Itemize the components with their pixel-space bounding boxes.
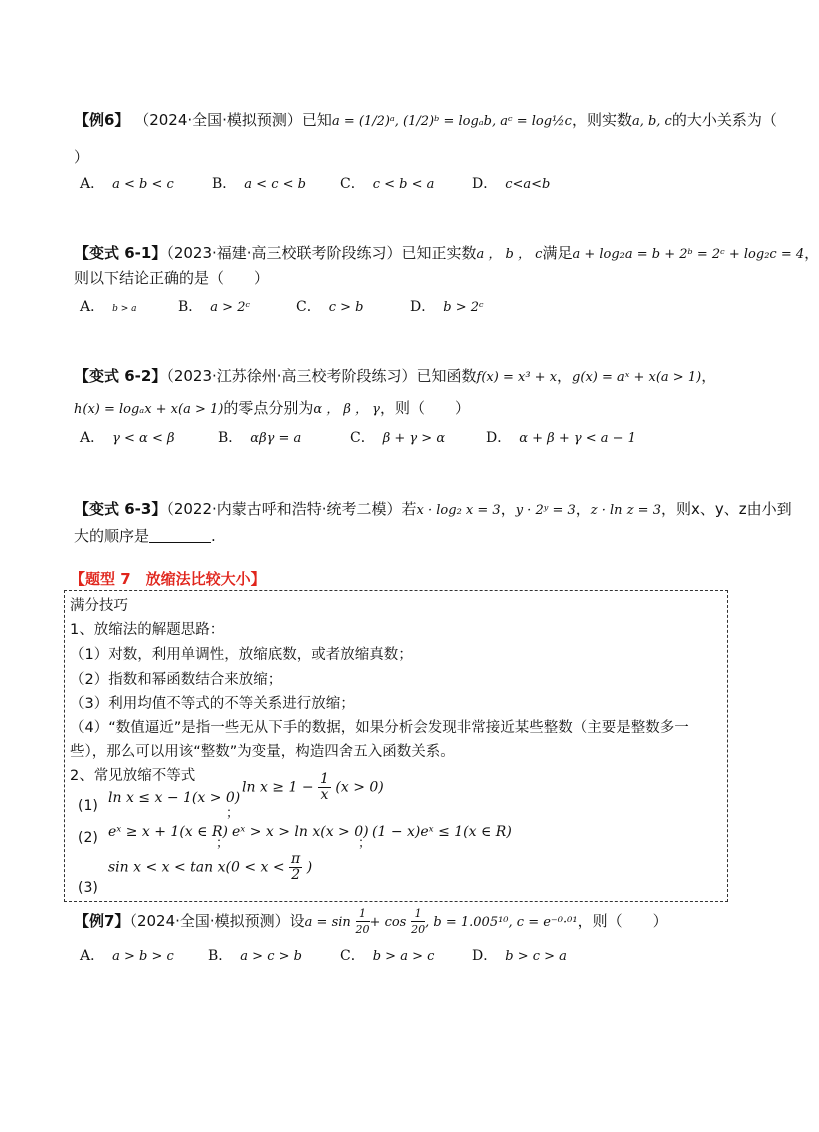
- variant-6-2-label: 【变式 6-2】: [74, 367, 167, 385]
- example-7-frac-1-den: 20: [355, 923, 370, 936]
- example-7-formula-post: , b = 1.005¹⁰, c = e⁻⁰·⁰¹: [425, 915, 578, 930]
- variant-6-2-option-b[interactable]: B． αβγ = a: [218, 430, 302, 446]
- formula-2-a: eˣ ≥ x + 1(x ∈ R): [108, 824, 228, 840]
- example-7-frac-2: [411, 906, 425, 937]
- variant-6-2-option-d[interactable]: D． α + β + γ < a − 1: [486, 430, 636, 446]
- example-6-formula: a = (1/2)ᵃ, (1/2)ᵇ = logₐb, aᶜ = log½c: [331, 114, 572, 129]
- variant-6-1-mid: 满足: [542, 244, 573, 262]
- variant-6-2-sep2: ，: [701, 367, 717, 385]
- example-7-option-c[interactable]: C． b > a > c: [340, 948, 435, 964]
- example-6-option-c[interactable]: C． c < b < a: [340, 176, 435, 192]
- variant-6-3-question: 【变式 6-3】（2022·内蒙古呼和浩特·统考二模）若x · log₂ x = 3，y · 2ʸ = 3，z · ln z = 3，则x、y、z由小到: [74, 500, 792, 518]
- tips-heading-2: 2、常见放缩不等式: [70, 768, 196, 784]
- example-6-after: ，则实数: [571, 111, 632, 129]
- variant-6-3-source: （2022·内蒙古呼和浩特·统考二模）若: [166, 500, 417, 518]
- variant-6-3-end: .: [211, 527, 216, 545]
- formula-1-b-fraction: [318, 772, 331, 803]
- variant-6-1-source: （2023·福建·高三校联考阶段练习）已知正实数: [166, 244, 477, 262]
- variant-6-1-comma: ，: [804, 244, 819, 262]
- formula-1-a: ln x ≤ x − 1(x > 0): [108, 790, 241, 806]
- variant-6-2-question: [74, 366, 716, 388]
- formula-2-c: (1 − x)eˣ ≤ 1(x ∈ R): [372, 824, 512, 840]
- formula-3-label: (3): [78, 880, 98, 896]
- variant-6-2-zeros-text: 的零点分别为: [223, 399, 314, 417]
- example-6-tail: 的大小关系为（: [671, 111, 777, 129]
- formula-1-label: (1): [78, 798, 98, 814]
- example-7-option-a[interactable]: A． a > b > c: [80, 948, 174, 964]
- tips-item-3: （3）利用均值不等式的不等关系进行放缩；: [70, 696, 355, 712]
- example-7-frac-1: [356, 906, 370, 937]
- example-7-formula-pre: a = sin: [304, 915, 351, 930]
- example-6-vars: a, b, c: [631, 114, 672, 129]
- tips-item-1: （1）对数，利用单调性，放缩底数，或者放缩真数；: [70, 647, 413, 663]
- formula-2-sep1: ；: [216, 836, 230, 851]
- variant-6-3-tail: ，则x、y、z由小到: [660, 500, 792, 518]
- variant-6-1-option-a[interactable]: A． b > a: [80, 299, 137, 315]
- variant-6-3-line2-text: 大的顺序是: [74, 527, 150, 545]
- formula-2-b: eˣ > x > ln x(x > 0): [232, 824, 369, 840]
- variant-6-1-option-c[interactable]: C． c > b: [296, 299, 364, 315]
- formula-3-den: 2: [291, 867, 301, 883]
- formula-3-num: π: [291, 851, 301, 867]
- example-6-option-a[interactable]: A． a < b < c: [80, 176, 174, 192]
- example-6-option-b[interactable]: B． a < c < b: [212, 176, 306, 192]
- example-6-label: 【例6】: [74, 111, 130, 129]
- example-7-frac-2-den: 20: [411, 923, 426, 936]
- formula-3-pre: sin x < x < tan x(0 < x <: [108, 859, 285, 876]
- variant-6-3-eq3: z · ln z = 3: [590, 503, 661, 518]
- formula-2-sep2: ；: [358, 836, 372, 851]
- example-7-option-d[interactable]: D． b > c > a: [472, 948, 567, 964]
- example-7-option-b[interactable]: B． a > c > b: [208, 948, 302, 964]
- example-7-tail: ，则（ ）: [577, 912, 668, 930]
- variant-6-1-option-d[interactable]: D． b > 2ᶜ: [410, 299, 484, 315]
- formula-3: [108, 852, 312, 883]
- example-6-question: [74, 110, 777, 132]
- variant-6-1-formula: a + log₂a = b + 2ᵇ = 2ᶜ + log₂c = 4: [572, 247, 805, 262]
- variant-6-2-f: f(x) = x³ + x: [476, 370, 558, 385]
- variant-6-3-eq1: x · log₂ x = 3: [416, 503, 501, 518]
- variant-6-1-question: [74, 243, 819, 265]
- variant-6-2-source: （2023·江苏徐州·高三校考阶段练习）已知函数: [166, 367, 477, 385]
- tips-title: 满分技巧: [70, 598, 128, 614]
- variant-6-2-sep: ，: [557, 367, 573, 385]
- example-7-frac-2-num: 1: [411, 906, 425, 922]
- formula-3-post: ): [306, 859, 313, 876]
- formula-3-fraction: [289, 852, 302, 883]
- variant-6-3-eq2: y · 2ʸ = 3: [515, 503, 576, 518]
- answer-blank[interactable]: [149, 528, 211, 543]
- example-6-option-d[interactable]: D． c<a<b: [472, 176, 551, 192]
- formula-1-b-num: 1: [320, 771, 329, 787]
- variant-6-2-option-a[interactable]: A． γ < α < β: [80, 430, 175, 446]
- formula-2-label: (2): [78, 830, 98, 846]
- example-7-frac-1-num: 1: [356, 906, 370, 922]
- example-6-source: （2024·全国·模拟预测）已知: [134, 111, 332, 129]
- example-7-label: 【例7】: [74, 912, 130, 930]
- tips-item-4b: 些），那么可以用该“整数”为变量，构造四舍五入函数关系。: [70, 744, 455, 760]
- example-7-question: [74, 906, 668, 937]
- tips-item-2: （2）指数和幂函数结合来放缩；: [70, 672, 283, 688]
- example-7-source: （2024·全国·模拟预测）设: [129, 912, 305, 930]
- formula-1-b-pre: ln x ≥ 1 −: [242, 779, 314, 796]
- formula-1-sep: ；: [226, 806, 240, 821]
- variant-6-2-g: g(x) = aˣ + x(a > 1): [572, 370, 702, 385]
- variant-6-1-line2: 则以下结论正确的是（ ）: [74, 269, 270, 287]
- section-title-type-7: 【题型 7 放缩法比较大小】: [70, 570, 266, 588]
- tips-item-4a: （4）“数值逼近”是指一些无从下手的数据，如果分析会发现非常接近某些整数（主要是整数多一: [70, 720, 689, 736]
- formula-1-b-den: x: [320, 787, 329, 803]
- variant-6-1-label: 【变式 6-1】: [74, 244, 167, 262]
- variant-6-2-tail: ，则（ ）: [379, 399, 470, 417]
- tips-heading-1: 1、放缩法的解题思路：: [70, 622, 225, 638]
- formula-1-b-post: (x > 0): [335, 779, 384, 796]
- variant-6-2-h: h(x) = logₐx + x(a > 1): [74, 402, 224, 417]
- variant-6-1-option-b[interactable]: B． a > 2ᶜ: [178, 299, 251, 315]
- variant-6-1-vars: a ， b ， c: [476, 247, 543, 262]
- variant-6-3-label: 【变式 6-3】: [74, 500, 167, 518]
- variant-6-2-line2: [74, 398, 470, 420]
- example-6-close: ）: [74, 148, 90, 166]
- formula-1-b: [242, 772, 384, 803]
- variant-6-2-zeros: α ， β ， γ: [313, 402, 380, 417]
- variant-6-3-line2: [74, 526, 216, 546]
- variant-6-2-option-c[interactable]: C． β + γ > α: [350, 430, 446, 446]
- example-7-formula-mid: + cos: [369, 915, 407, 930]
